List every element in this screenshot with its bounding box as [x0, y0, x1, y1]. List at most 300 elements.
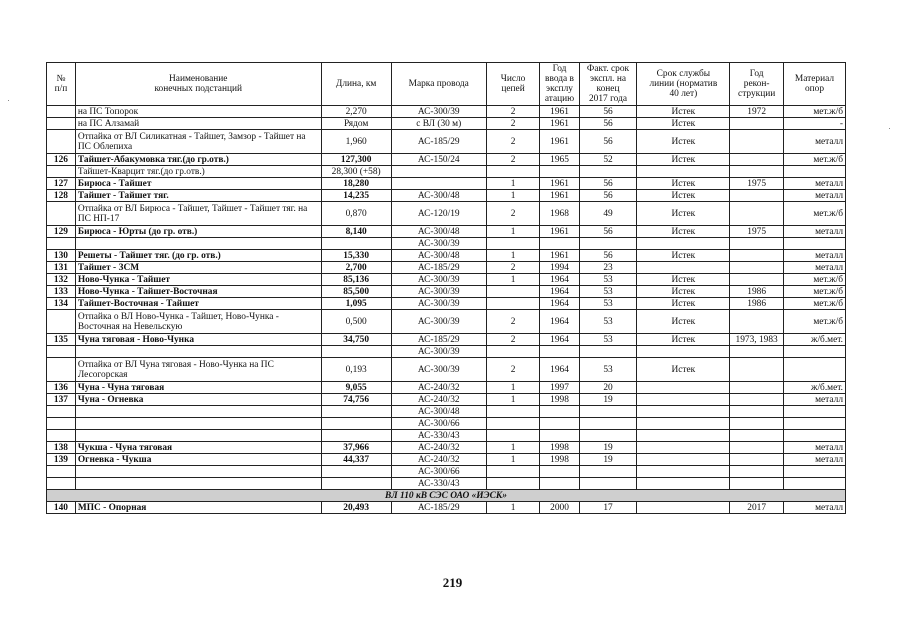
cell-year: 1998	[540, 454, 579, 466]
cell-fact-term	[579, 166, 637, 178]
cell-num: 132	[47, 274, 76, 286]
cell-length: 15,330	[321, 250, 391, 262]
cell-wire: АС-330/43	[391, 430, 486, 442]
cell-year: 1961	[540, 130, 579, 154]
cell-circuits: 1	[486, 442, 540, 454]
cell-num: 127	[47, 178, 76, 190]
table-row	[47, 478, 846, 490]
cell-num: 140	[47, 502, 76, 514]
cell-reconstruction	[730, 406, 784, 418]
cell-material	[783, 478, 845, 490]
cell-fact-term: 19	[579, 454, 637, 466]
cell-fact-term: 19	[579, 442, 637, 454]
cell-name: Чуна - Огневка	[75, 394, 321, 406]
section-title: ВЛ 110 кВ СЭС ОАО «ИЭСК»	[47, 490, 846, 502]
cell-reconstruction	[730, 274, 784, 286]
cell-reconstruction	[730, 154, 784, 166]
cell-circuits	[486, 430, 540, 442]
cell-length: 85,136	[321, 274, 391, 286]
header-length: Длина, км	[321, 63, 391, 106]
table-row	[47, 190, 846, 202]
cell-year: 1961	[540, 178, 579, 190]
cell-fact-term	[579, 406, 637, 418]
cell-length: 28,300 (+58)	[321, 166, 391, 178]
cell-num	[47, 466, 76, 478]
table-row	[47, 250, 846, 262]
cell-wire: АС-150/24	[391, 154, 486, 166]
cell-fact-term: 23	[579, 262, 637, 274]
cell-name: Бирюса - Юрты (до гр. отв.)	[75, 226, 321, 238]
table-row	[47, 226, 846, 238]
cell-length	[321, 466, 391, 478]
page-number: 219	[442, 575, 463, 590]
table-row	[47, 154, 846, 166]
cell-name: Отпайка от ВЛ Бирюса - Тайшет, Тайшет - Тайшет тяг. на ПС НП-17	[75, 202, 321, 226]
cell-service-life: Истек	[637, 274, 730, 286]
table-header	[47, 63, 846, 106]
table-row	[47, 238, 846, 250]
cell-length: 74,756	[321, 394, 391, 406]
cell-service-life	[637, 346, 730, 358]
cell-year: 1961	[540, 118, 579, 130]
cell-year	[540, 466, 579, 478]
cell-num: 133	[47, 286, 76, 298]
cell-service-life: Истек	[637, 358, 730, 382]
cell-service-life: Истек	[637, 130, 730, 154]
cell-length: 8,140	[321, 226, 391, 238]
cell-name: Тайшет - Тайшет тяг.	[75, 190, 321, 202]
header-name: Наименование конечных подстанций	[75, 63, 321, 106]
header-material: Материал опор	[783, 63, 845, 106]
cell-fact-term	[579, 346, 637, 358]
table-row	[47, 346, 846, 358]
cell-length: 14,235	[321, 190, 391, 202]
cell-name	[75, 346, 321, 358]
header-year: Год ввода в эксплу атацию	[540, 63, 579, 106]
cell-circuits: 1	[486, 382, 540, 394]
cell-length: 9,055	[321, 382, 391, 394]
cell-material: металл	[783, 250, 845, 262]
cell-circuits: 2	[486, 154, 540, 166]
cell-wire: АС-300/48	[391, 406, 486, 418]
cell-length: 1,095	[321, 298, 391, 310]
cell-circuits: 1	[486, 274, 540, 286]
section-row	[47, 490, 846, 502]
cell-fact-term: 56	[579, 226, 637, 238]
cell-length: 37,966	[321, 442, 391, 454]
cell-circuits: 1	[486, 226, 540, 238]
cell-length: 1,960	[321, 130, 391, 154]
table-row	[47, 406, 846, 418]
cell-service-life	[637, 454, 730, 466]
cell-year: 1998	[540, 394, 579, 406]
cell-wire: АС-185/29	[391, 502, 486, 514]
cell-num: 131	[47, 262, 76, 274]
cell-year: 1964	[540, 310, 579, 334]
cell-wire: АС-300/48	[391, 226, 486, 238]
cell-material: -	[783, 118, 845, 130]
cell-fact-term: 49	[579, 202, 637, 226]
cell-name: Тайшет-Кварцит тяг.(до гр.отв.)	[75, 166, 321, 178]
cell-length	[321, 406, 391, 418]
cell-year	[540, 430, 579, 442]
cell-wire: АС-300/39	[391, 310, 486, 334]
cell-name: Чуна тяговая - Ново-Чунка	[75, 334, 321, 346]
cell-num	[47, 106, 76, 118]
cell-fact-term: 20	[579, 382, 637, 394]
cell-reconstruction: 1975	[730, 226, 784, 238]
cell-num	[47, 130, 76, 154]
cell-wire: АС-120/19	[391, 202, 486, 226]
cell-year	[540, 418, 579, 430]
cell-name	[75, 238, 321, 250]
cell-length: 2,270	[321, 106, 391, 118]
cell-fact-term: 56	[579, 250, 637, 262]
cell-wire: АС-240/32	[391, 454, 486, 466]
cell-material: металл	[783, 394, 845, 406]
cell-material	[783, 238, 845, 250]
cell-service-life	[637, 430, 730, 442]
table-row	[47, 418, 846, 430]
cell-circuits	[486, 478, 540, 490]
cell-material: металл	[783, 178, 845, 190]
cell-fact-term: 19	[579, 394, 637, 406]
cell-circuits: 1	[486, 394, 540, 406]
cell-name: Отпайка о ВЛ Ново-Чунка - Тайшет, Ново-Чунка - Восточная на Невельскую	[75, 310, 321, 334]
cell-length: 44,337	[321, 454, 391, 466]
cell-reconstruction	[730, 130, 784, 154]
cell-reconstruction	[730, 430, 784, 442]
cell-material: мет.ж/б	[783, 274, 845, 286]
cell-circuits: 1	[486, 454, 540, 466]
cell-reconstruction	[730, 346, 784, 358]
cell-reconstruction	[730, 358, 784, 382]
header-row	[47, 63, 846, 106]
cell-reconstruction	[730, 478, 784, 490]
cell-num	[47, 406, 76, 418]
cell-reconstruction	[730, 238, 784, 250]
cell-circuits: 2	[486, 358, 540, 382]
header-service-life: Срок службы линии (норматив 40 лет)	[637, 63, 730, 106]
cell-fact-term: 53	[579, 286, 637, 298]
cell-circuits: 2	[486, 262, 540, 274]
cell-num	[47, 358, 76, 382]
cell-num	[47, 430, 76, 442]
cell-year: 1964	[540, 334, 579, 346]
header-fact-term: Факт. срок экспл. на конец 2017 года	[579, 63, 637, 106]
cell-service-life: Истек	[637, 106, 730, 118]
cell-fact-term	[579, 430, 637, 442]
cell-num	[47, 166, 76, 178]
cell-wire: АС-300/66	[391, 466, 486, 478]
cell-material: металл	[783, 130, 845, 154]
cell-name: Чукша - Чуна тяговая	[75, 442, 321, 454]
cell-num	[47, 118, 76, 130]
cell-service-life: Истек	[637, 250, 730, 262]
cell-material: металл	[783, 190, 845, 202]
cell-year: 1998	[540, 442, 579, 454]
cell-material	[783, 406, 845, 418]
cell-num: 126	[47, 154, 76, 166]
cell-year: 1964	[540, 286, 579, 298]
cell-service-life: Истек	[637, 298, 730, 310]
cell-num: 130	[47, 250, 76, 262]
cell-circuits	[486, 238, 540, 250]
cell-reconstruction	[730, 382, 784, 394]
cell-name: Тайшет-Абакумовка тяг.(до гр.отв.)	[75, 154, 321, 166]
table-row	[47, 454, 846, 466]
cell-wire: АС-300/39	[391, 274, 486, 286]
cell-num: 135	[47, 334, 76, 346]
table-row	[47, 394, 846, 406]
cell-material: металл	[783, 502, 845, 514]
cell-service-life: Истек	[637, 190, 730, 202]
cell-name: Тайшет - ЗСМ	[75, 262, 321, 274]
cell-material: металл	[783, 442, 845, 454]
cell-name: на ПС Топорок	[75, 106, 321, 118]
cell-length: 2,700	[321, 262, 391, 274]
cell-wire: АС-300/39	[391, 286, 486, 298]
scan-dot	[889, 128, 890, 129]
cell-reconstruction	[730, 454, 784, 466]
cell-wire: с ВЛ (30 м)	[391, 118, 486, 130]
table-row	[47, 382, 846, 394]
cell-circuits: 2	[486, 106, 540, 118]
cell-fact-term: 56	[579, 190, 637, 202]
cell-num	[47, 346, 76, 358]
cell-name: Чуна - Чуна тяговая	[75, 382, 321, 394]
cell-reconstruction	[730, 166, 784, 178]
cell-wire: АС-300/48	[391, 190, 486, 202]
table-row	[47, 166, 846, 178]
cell-service-life	[637, 478, 730, 490]
cell-name	[75, 478, 321, 490]
cell-num	[47, 478, 76, 490]
cell-num: 129	[47, 226, 76, 238]
cell-name: Тайшет-Восточная - Тайшет	[75, 298, 321, 310]
cell-fact-term: 53	[579, 274, 637, 286]
cell-wire: АС-300/48	[391, 250, 486, 262]
cell-length	[321, 346, 391, 358]
cell-fact-term: 53	[579, 358, 637, 382]
cell-num	[47, 418, 76, 430]
cell-name: Отпайка от ВЛ Чуна тяговая - Ново-Чунка на ПС Лесогорская	[75, 358, 321, 382]
table-row	[47, 286, 846, 298]
cell-fact-term: 17	[579, 502, 637, 514]
cell-wire: АС-330/43	[391, 478, 486, 490]
cell-material: мет.ж/б	[783, 154, 845, 166]
cell-year	[540, 406, 579, 418]
cell-name	[75, 430, 321, 442]
cell-wire: АС-300/39	[391, 346, 486, 358]
cell-fact-term	[579, 418, 637, 430]
cell-year: 1961	[540, 190, 579, 202]
cell-material: ж/б.мет.	[783, 382, 845, 394]
cell-material: мет.ж/б	[783, 286, 845, 298]
cell-reconstruction: 1975	[730, 178, 784, 190]
cell-length: 85,500	[321, 286, 391, 298]
cell-wire: АС-240/32	[391, 394, 486, 406]
cell-reconstruction: 2017	[730, 502, 784, 514]
cell-reconstruction: 1986	[730, 298, 784, 310]
cell-fact-term: 56	[579, 118, 637, 130]
cell-length	[321, 418, 391, 430]
cell-service-life	[637, 442, 730, 454]
cell-fact-term: 52	[579, 154, 637, 166]
cell-wire: АС-185/29	[391, 262, 486, 274]
cell-fact-term: 53	[579, 298, 637, 310]
cell-name: Ново-Чунка - Тайшет	[75, 274, 321, 286]
cell-name: на ПС Алзамай	[75, 118, 321, 130]
cell-service-life	[637, 166, 730, 178]
cell-length: 18,280	[321, 178, 391, 190]
cell-material: мет.ж/б	[783, 106, 845, 118]
cell-num: 137	[47, 394, 76, 406]
cell-material: ж/б.мет.	[783, 334, 845, 346]
cell-reconstruction	[730, 310, 784, 334]
cell-circuits	[486, 298, 540, 310]
cell-reconstruction	[730, 190, 784, 202]
cell-reconstruction	[730, 118, 784, 130]
cell-reconstruction	[730, 394, 784, 406]
cell-length	[321, 430, 391, 442]
cell-wire: АС-300/39	[391, 298, 486, 310]
table-row	[47, 502, 846, 514]
cell-service-life	[637, 466, 730, 478]
cell-num	[47, 238, 76, 250]
cell-service-life	[637, 502, 730, 514]
cell-reconstruction: 1973, 1983	[730, 334, 784, 346]
cell-year: 2000	[540, 502, 579, 514]
cell-name: Отпайка от ВЛ Силикатная - Тайшет, Замзор - Тайшет на ПС Облепиха	[75, 130, 321, 154]
cell-reconstruction: 1972	[730, 106, 784, 118]
table-row	[47, 298, 846, 310]
cell-wire: АС-300/39	[391, 358, 486, 382]
cell-wire	[391, 178, 486, 190]
cell-service-life: Истек	[637, 118, 730, 130]
cell-circuits: 1	[486, 190, 540, 202]
cell-circuits	[486, 166, 540, 178]
cell-year: 1961	[540, 106, 579, 118]
cell-wire: АС-240/32	[391, 442, 486, 454]
cell-wire: АС-300/39	[391, 238, 486, 250]
cell-reconstruction	[730, 442, 784, 454]
cell-year: 1997	[540, 382, 579, 394]
cell-wire: АС-185/29	[391, 334, 486, 346]
cell-circuits: 2	[486, 202, 540, 226]
cell-circuits: 2	[486, 130, 540, 154]
cell-name: Бирюса - Тайшет	[75, 178, 321, 190]
cell-name	[75, 466, 321, 478]
cell-wire: АС-240/32	[391, 382, 486, 394]
cell-wire: АС-300/39	[391, 106, 486, 118]
cell-service-life	[637, 238, 730, 250]
cell-service-life: Истек	[637, 202, 730, 226]
table-row	[47, 178, 846, 190]
table-row	[47, 466, 846, 478]
cell-length: 0,193	[321, 358, 391, 382]
cell-service-life	[637, 262, 730, 274]
cell-length: 0,870	[321, 202, 391, 226]
cell-num: 138	[47, 442, 76, 454]
cell-year: 1965	[540, 154, 579, 166]
cell-material	[783, 166, 845, 178]
cell-material: мет.ж/б	[783, 298, 845, 310]
cell-circuits	[486, 406, 540, 418]
header-reconstruction: Год рекон- струкции	[730, 63, 784, 106]
cell-length: 20,493	[321, 502, 391, 514]
cell-service-life: Истек	[637, 178, 730, 190]
cell-circuits	[486, 286, 540, 298]
cell-length: Рядом	[321, 118, 391, 130]
cell-num: 134	[47, 298, 76, 310]
table-row	[47, 202, 846, 226]
cell-wire: АС-300/66	[391, 418, 486, 430]
cell-circuits	[486, 466, 540, 478]
cell-name: Огневка - Чукша	[75, 454, 321, 466]
cell-material	[783, 418, 845, 430]
cell-service-life	[637, 418, 730, 430]
table-row	[47, 274, 846, 286]
cell-wire: АС-185/29	[391, 130, 486, 154]
cell-year: 1964	[540, 298, 579, 310]
cell-year	[540, 238, 579, 250]
cell-name: Ново-Чунка - Тайшет-Восточная	[75, 286, 321, 298]
cell-service-life	[637, 394, 730, 406]
cell-material	[783, 358, 845, 382]
cell-reconstruction	[730, 466, 784, 478]
header-wire: Марка провода	[391, 63, 486, 106]
cell-length: 127,300	[321, 154, 391, 166]
cell-material: металл	[783, 226, 845, 238]
cell-circuits: 1	[486, 502, 540, 514]
cell-num	[47, 202, 76, 226]
cell-service-life	[637, 382, 730, 394]
cell-length: 0,500	[321, 310, 391, 334]
cell-circuits: 1	[486, 178, 540, 190]
cell-fact-term: 56	[579, 178, 637, 190]
table-row	[47, 310, 846, 334]
cell-fact-term: 53	[579, 334, 637, 346]
header-num: № п/п	[47, 63, 76, 106]
table-row	[47, 442, 846, 454]
cell-fact-term	[579, 478, 637, 490]
cell-service-life: Истек	[637, 226, 730, 238]
cell-material	[783, 346, 845, 358]
cell-name: МПС - Опорная	[75, 502, 321, 514]
cell-fact-term: 56	[579, 106, 637, 118]
cell-num: 139	[47, 454, 76, 466]
cell-circuits: 2	[486, 334, 540, 346]
cell-year: 1961	[540, 250, 579, 262]
header-circuits: Число цепей	[486, 63, 540, 106]
cell-circuits	[486, 346, 540, 358]
cell-name	[75, 418, 321, 430]
cell-material: мет.ж/б	[783, 310, 845, 334]
cell-fact-term: 56	[579, 130, 637, 154]
table-row	[47, 130, 846, 154]
table-row	[47, 358, 846, 382]
cell-service-life	[637, 406, 730, 418]
cell-fact-term: 53	[579, 310, 637, 334]
cell-num: 136	[47, 382, 76, 394]
scan-dot	[8, 100, 9, 101]
cell-name: Решеты - Тайшет тяг. (до гр. отв.)	[75, 250, 321, 262]
cell-circuits: 1	[486, 250, 540, 262]
cell-reconstruction	[730, 418, 784, 430]
cell-material: мет.ж/б	[783, 202, 845, 226]
cell-service-life: Истек	[637, 334, 730, 346]
